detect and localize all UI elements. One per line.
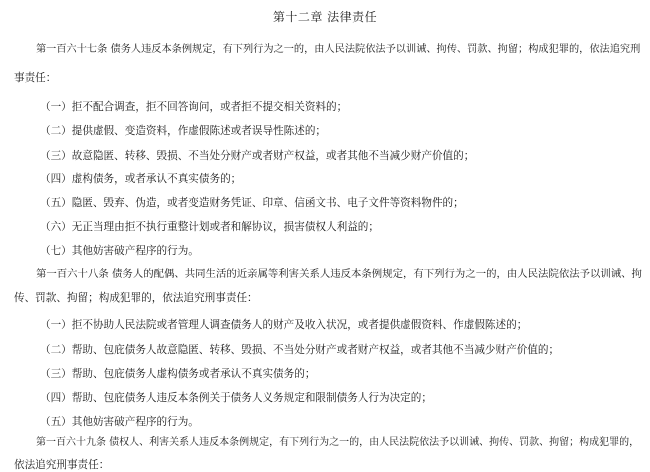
article-167-item-7: （七）其他妨害破产程序的行为。 [40, 245, 199, 257]
article-168-item-4: （四）帮助、包庇债务人违反本条例关于债务人义务规定和限制债务人行为决定的； [40, 392, 432, 404]
article-167-item-2: （二）提供虚假、变造资料，作虚假陈述或者误导性陈述的； [40, 125, 327, 137]
article-168-heading-line-1: 第一百六十八条 债务人的配偶、共同生活的近亲属等利害关系人违反本条例规定，有下列行为之一的，由人民法院依法予以训诫、拘 [36, 268, 642, 280]
article-167-item-1: （一）拒不配合调查，拒不回答询问，或者拒不提交相关资料的； [40, 101, 348, 113]
chapter-title: 第十二章 法律责任 [272, 10, 378, 24]
article-168-item-2: （二）帮助、包庇债务人故意隐匿、转移、毁损、不当处分财产或者财产权益，或者其他不当减少财产价值的； [40, 344, 560, 356]
article-167-heading-line-1: 第一百六十七条 债务人违反本条例规定，有下列行为之一的，由人民法院依法予以训诫、拘传、罚款、拘留；构成犯罪的，依法追究刑 [36, 44, 641, 55]
article-168-item-1: （一）拒不协助人民法院或者管理人调查债务人的财产及收入状况，或者提供虚假资料、作虚假陈述的； [40, 319, 528, 331]
article-168-item-5: （五）其他妨害破产程序的行为。 [40, 416, 199, 428]
article-167-heading-line-2: 事责任： [14, 72, 57, 84]
article-168-heading-line-2: 传、罚款、拘留；构成犯罪的，依法追究刑事责任： [14, 292, 258, 304]
article-169-heading-line-1: 第一百六十九条 债权人、利害关系人违反本条例规定，有下列行为之一的，由人民法院依法予以训诫、拘传、罚款、拘留；构成犯罪的， [36, 437, 640, 448]
article-168-item-3: （三）帮助、包庇债务人虚构债务或者承认不真实债务的； [40, 368, 316, 380]
article-167-item-6: （六）无正当理由拒不执行重整计划或者和解协议，损害债权人利益的； [40, 221, 379, 233]
article-169-heading-line-2: 依法追究刑事责任： [14, 459, 110, 471]
article-167-item-5: （五）隐匿、毁弃、伪造，或者变造财务凭证、印章、信函文书、电子文件等资料物件的； [40, 197, 464, 209]
article-167-item-4: （四）虚构债务，或者承认不真实债务的； [40, 173, 242, 185]
article-167-item-3: （三）故意隐匿、转移、毁损、不当处分财产或者财产权益，或者其他不当减少财产价值的； [40, 150, 475, 162]
